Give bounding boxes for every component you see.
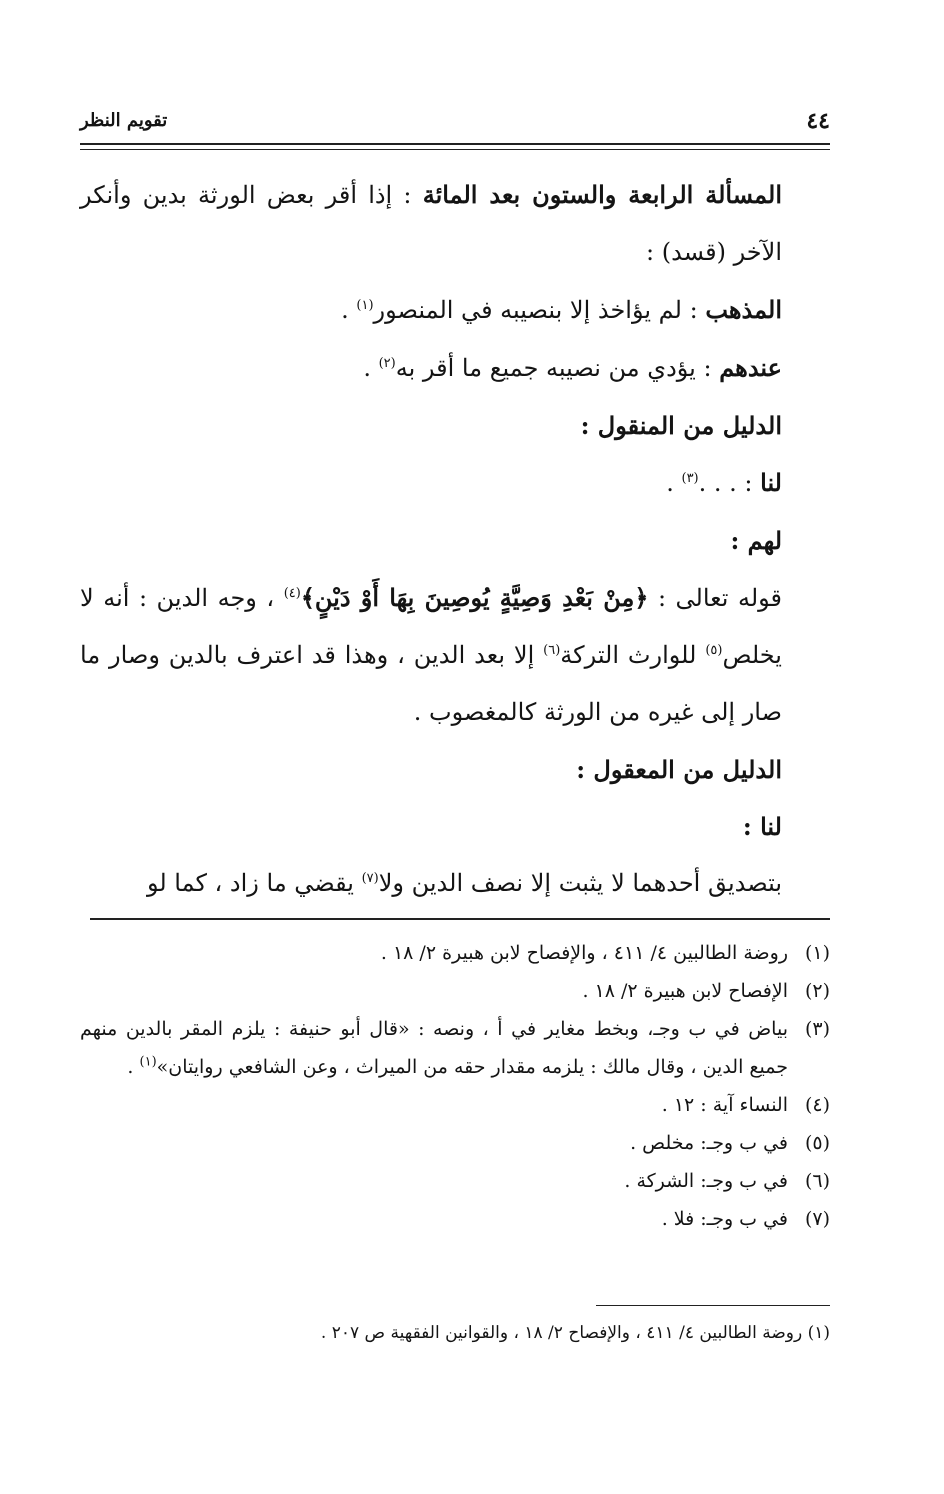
footnote-text: بياض في ب وجـ، وبخط مغاير في أ ، ونصه : «قال أبو حنيفة : يلزم المقر بالدين منهم جميع الدين ، وقال مالك : يلزمه مقدار حقه من الميراث ، وعن الشافعي روايتان» xyxy=(80,1018,788,1078)
running-title: تقويم النظر xyxy=(80,110,168,131)
indahum-text: : يؤدي من نصيبه جميع ما أقر به xyxy=(395,354,712,382)
lana2-heading: لنا : xyxy=(742,812,782,841)
subnote-separator xyxy=(596,1305,830,1306)
footnote-number: (٥) xyxy=(804,1132,830,1154)
lana1-text: : . . . xyxy=(698,469,761,497)
footnote-ref-7: (٧) xyxy=(361,871,379,886)
footnote-ref-3: (٣) xyxy=(681,471,699,486)
footnote-ref-4: (٤) xyxy=(283,586,301,601)
last-text-2: يقضي ما زاد ، كما لو xyxy=(146,869,362,897)
footnote-text-wrap xyxy=(80,1010,788,1086)
footnote-number: (٧) xyxy=(804,1208,830,1230)
footnotes xyxy=(80,934,830,1238)
quote-intro: قوله تعالى : xyxy=(648,584,783,612)
issue-text: : إذا أقر بعض الورثة بدين وأنكر الآخر (قسد) : xyxy=(80,181,782,266)
footnote-text: في ب وجـ: فلا . xyxy=(661,1208,788,1230)
indahum-label: عندهم xyxy=(719,353,782,382)
footnote-number: (٤) xyxy=(804,1094,830,1116)
lana1-end: . xyxy=(666,469,682,497)
madhhab-label: المذهب xyxy=(705,295,782,324)
quote-after-2: للوارث التركة xyxy=(560,641,706,669)
subnote xyxy=(200,1318,830,1348)
lana1-label: لنا xyxy=(760,468,782,497)
footnote-number: (٢) xyxy=(804,980,830,1002)
madhhab-text: : لم يؤاخذ إلا بنصيبه في المنصور xyxy=(373,296,698,324)
footnote-text: في ب وجـ: مخلص . xyxy=(630,1132,788,1154)
footnote-number: (٦) xyxy=(804,1170,830,1192)
last-paragraph xyxy=(80,855,830,912)
footnote-text: في ب وجـ: الشركة . xyxy=(624,1170,788,1192)
quran-verse: ﴿مِنْ بَعْدِ وَصِيَّةٍ يُوصِينَ بِهَا أَوْ دَيْنٍ﴾ xyxy=(300,583,649,612)
footnote-ref-6: (٦) xyxy=(543,643,561,658)
footnote-text: الإفصاح لابن هبيرة ٢/ ١٨ . xyxy=(582,980,788,1002)
footnote-number: (١) xyxy=(804,942,830,964)
footnote-7 xyxy=(80,1200,830,1238)
header-rule-thick xyxy=(80,143,830,145)
footnote-4 xyxy=(80,1086,830,1124)
footnote-2 xyxy=(80,972,830,1010)
footnote-ref-5: (٥) xyxy=(705,643,723,658)
issue-title: المسألة الرابعة والستون بعد المائة xyxy=(422,180,782,209)
lana1-paragraph xyxy=(80,454,830,512)
footnote-text: روضة الطالبين ٤/ ٤١١ ، والإفصاح لابن هبيرة ٢/ ١٨ . xyxy=(380,942,788,964)
footnote-ref-2: (٢) xyxy=(378,356,396,371)
page-number: ٤٤ xyxy=(806,108,830,134)
header-rule-thin xyxy=(80,149,830,150)
subnote-ref: (١) xyxy=(139,1054,157,1070)
madhhab-paragraph xyxy=(80,281,830,339)
quote-paragraph xyxy=(80,569,830,741)
footnote-text-end: . xyxy=(127,1056,140,1078)
footnote-3 xyxy=(80,1010,830,1086)
footnote-5 xyxy=(80,1124,830,1162)
main-text xyxy=(80,166,830,912)
madhhab-end: . xyxy=(341,296,357,324)
quote-after-1: ، وجه الدين : أنه لا يخلص xyxy=(80,584,782,669)
indahum-end: . xyxy=(363,354,379,382)
manqul-heading: الدليل من المنقول : xyxy=(580,411,782,440)
subnote-number: (١) xyxy=(807,1323,830,1343)
indahum-paragraph xyxy=(80,339,830,397)
footnote-ref-1: (١) xyxy=(356,298,374,313)
subnote-text: روضة الطالبين ٤/ ٤١١ ، والإفصاح ٢/ ١٨ ، والقوانين الفقهية ص ٢٠٧ . xyxy=(320,1323,808,1343)
page-header xyxy=(80,108,830,142)
footnote-text: النساء آية : ١٢ . xyxy=(661,1094,788,1116)
last-text-1: بتصديق أحدهما لا يثبت إلا نصف الدين ولا xyxy=(378,869,782,897)
lahum-heading: لهم : xyxy=(730,526,782,555)
footnote-number: (٣) xyxy=(804,1018,830,1040)
footnote-6 xyxy=(80,1162,830,1200)
footnote-separator xyxy=(90,918,830,920)
quote-after-3: إلا بعد الدين ، وهذا قد اعترف بالدين وصار ما صار إلى غيره من الورثة كالمغصوب . xyxy=(80,641,782,726)
footnote-1 xyxy=(80,934,830,972)
maqul-heading: الدليل من المعقول : xyxy=(576,755,782,784)
issue-paragraph xyxy=(80,166,830,281)
